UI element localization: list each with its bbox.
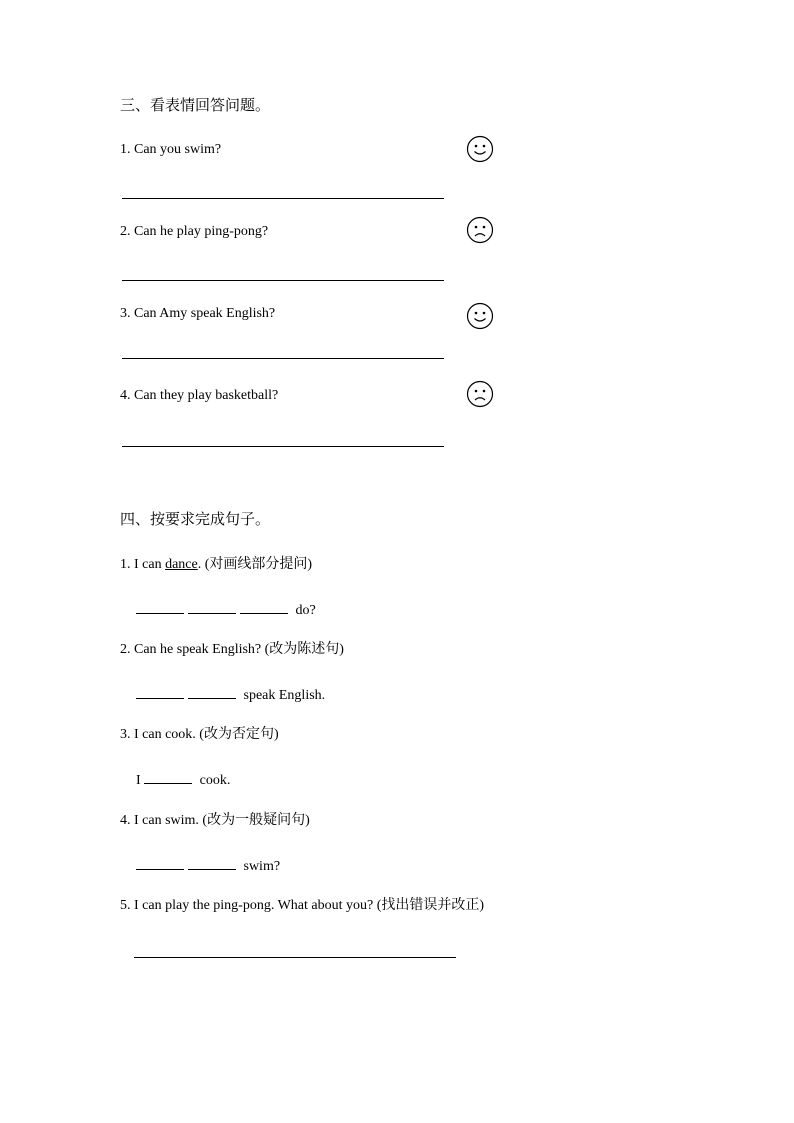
answer-line-1[interactable] <box>122 198 444 199</box>
blank[interactable] <box>136 855 184 870</box>
question-4: 4. Can they play basketball? <box>120 388 279 403</box>
question-1: 1. Can you swim? <box>120 142 222 157</box>
answer-tail: speak English. <box>240 688 326 703</box>
blank[interactable] <box>188 855 236 870</box>
answer-tail: do? <box>292 603 316 618</box>
item-3-question: 3. I can cook. (改为否定句) <box>120 727 279 742</box>
section4-title: 四、按要求完成句子。 <box>120 510 271 528</box>
question-3: 3. Can Amy speak English? <box>120 306 276 321</box>
blank[interactable] <box>240 599 288 614</box>
smile-icon <box>466 302 494 330</box>
smile-icon <box>466 135 494 163</box>
blank[interactable] <box>144 769 192 784</box>
answer-tail: cook. <box>196 773 231 788</box>
item-4-answer <box>136 855 280 876</box>
item-3-answer <box>136 769 230 790</box>
item-1-question <box>120 556 312 574</box>
item-4-question: 4. I can swim. (改为一般疑问句) <box>120 813 310 828</box>
item-1-answer <box>136 599 316 620</box>
item-2-answer <box>136 684 325 705</box>
blank[interactable] <box>136 684 184 699</box>
answer-tail: swim? <box>240 859 281 874</box>
blank[interactable] <box>136 599 184 614</box>
item-2-question: 2. Can he speak English? (改为陈述句) <box>120 642 344 657</box>
answer-line-2[interactable] <box>122 280 444 281</box>
answer-line-3[interactable] <box>122 358 444 359</box>
blank[interactable] <box>188 684 236 699</box>
question-2: 2. Can he play ping-pong? <box>120 224 269 239</box>
item-5-question: 5. I can play the ping-pong. What about you? (找出错误并改正) <box>120 898 485 913</box>
section3-title: 三、看表情回答问题。 <box>120 96 271 114</box>
answer-line-5[interactable] <box>134 957 456 958</box>
item-1-prefix: 1. I can <box>120 557 166 572</box>
answer-line-4[interactable] <box>122 446 444 447</box>
frown-icon <box>466 216 494 244</box>
item-1-instruction: . (对画线部分提问) <box>197 557 313 572</box>
blank[interactable] <box>188 599 236 614</box>
frown-icon <box>466 380 494 408</box>
answer-lead: I <box>136 773 141 788</box>
underlined-word: dance <box>165 557 198 572</box>
